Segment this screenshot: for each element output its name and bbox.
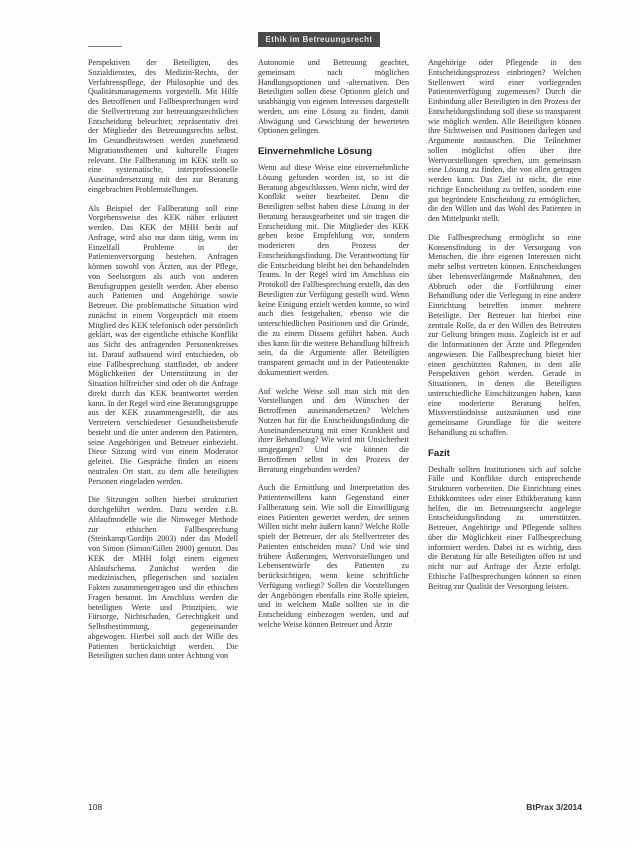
section-label: Ethik im Betreuungsrecht <box>258 32 380 47</box>
paragraph: Auch die Ermittlung und Interpretation des Patientenwillens kann Gegenstand einer Fallberatung sein. Wie soll die Einwilligung eines Patienten gewertet werden, der seinen Willen nicht mehr äußern kann? Welche Rolle spielt der Betreuer, der als Stellvertreter des Patienten entscheiden muss? Und wie sind frühere Äußerungen, Wertvorstellungen und Lebensentwürfe des Patienten zu berücksichtigen, wenn keine schriftliche Verfügung vorliegt? Sollen die Vorstellungen der Angehörigen ebenfalls eine Rolle spielen, und in welchem Maße sollten sie in die Entscheidung einbezogen werden, und auf welche Weise können Betreuer und Ärzte <box>258 483 409 629</box>
paragraph: Die Fallbesprechung ermöglicht so eine Konsensfindung in der Versorgung von Menschen, die ihre eigenen Interessen nicht mehr selbst vertreten können. Entscheidungen über lebensverlängernde Maßnahmen, den Abbruch oder die Fortführung einer Behandlung oder die Verlegung in eine andere Einrichtung betreffen immer mehrere Beteiligte. Der Betreuer hat hierbei eine zentrale Rolle, da er den Willen des Betreuten zur Geltung bringen muss. Zugleich ist er auf die Informationen der Ärzte und Pflegenden angewiesen. Die Fallbesprechung bietet hier einen geschützten Rahmen, in dem alle Perspektiven gehört werden. Gerade in Situationen, in denen die Beteiligten unterschiedliche Einschätzungen haben, kann eine moderierte Beratung helfen, Missverständnisse auszuräumen und eine gemeinsame Grundlage für die weitere Behandlung zu schaffen. <box>428 232 581 437</box>
paragraph: Wenn auf diese Weise eine einvernehmliche Lösung gefunden worden ist, so ist die Beratung abgeschlossen. Wenn nicht, wird der Konflikt weiter bearbeitet. Denn die Beteiligten selbst haben diese Lösung in der Beratung herausgearbeitet und sie tragen die Entscheidung mit. Die Mitglieder des KEK geben keine Empfehlung vor, sondern moderieren den Prozess der Entscheidungsfindung. Die Verantwortung für die Entscheidung bleibt bei den behandelnden Teams. In der Regel wird im Anschluss ein Protokoll der Fallbesprechung erstellt, das den Beteiligten zur Verfügung gestellt wird. Wenn keine Einigung erzielt werden konnte, so wird auch dies festgehalten, ebenso wie die unterschiedlichen Positionen und die Gründe, die zu einem Dissens geführt haben. Auch dies kann für die weitere Behandlung hilfreich sein, da die Argumente aller Beteiligten transparent gemacht und in der Patientenakte dokumentiert werden. <box>258 163 409 377</box>
paragraph: Auf welche Weise soll man sich mit den Vorstellungen und den Wünschen der Betroffenen auseinandersetzen? Welchen Nutzen hat für die Entscheidungsfindung die Auseinandersetzung mit einer Krankheit und ihrer Behandlung? Wie wird mit Unsicherheit umgegangen? Und wie können die Betroffenen selbst in den Prozess der Beratung eingebunden werden? <box>258 386 409 474</box>
paragraph: Angehörige oder Pflegende in den Entscheidungsprozess einbringen? Welchen Stellenwert wird einer vorliegenden Patientenverfügung zugemessen? Durch die Einbindung aller Beteiligten in den Prozess der Entscheidungsfindung soll diese so transparent wie möglich werden. Alle Beteiligten können ihre Sichtweisen und Positionen darlegen und Argumente austauschen. Die Teilnehmer sollen möglichst offen über ihre Wertvorstellungen sprechen, um gemeinsam eine Lösung zu finden, die von allen getragen werden kann. Das Ziel ist nicht, die eine richtige Entscheidung zu treffen, sondern eine gut begründete Entscheidung zu ermöglichen, die den Willen und das Wohl des Patienten in den Mittelpunkt stellt. <box>428 58 581 223</box>
left-column <box>88 58 238 758</box>
section-heading: Einvernehmliche Lösung <box>258 146 373 157</box>
paragraph: Die Sitzungen sollten hierbei strukturiert durchgeführt werden. Dazu werden z.B. Ablaufmodelle wie die Nimweger Methode zur ethischen Fallbesprechung (Steinkamp/Gordijn 2003) oder das Modell von Simon (Simon/Gillen 2000) genutzt. Das KEK der MHH folgt einem eigenen Ablaufschema. Zunächst werden die medizinischen, pflegerischen und sozialen Fakten zusammengetragen und die ethischen Fragen benannt. Im Anschluss werden die beteiligten Werte und Prinzipien, wie Fürsorge, Nichtschaden, Gerechtigkeit und Selbstbestimmung, gegeneinander abgewogen. Hierbei soll auch der Wille des Patienten berücksichtigt werden. Die Beteiligten suchen dann unter Achtung von <box>88 495 238 661</box>
section-heading: Fazit <box>428 447 450 459</box>
middle-column <box>258 58 409 758</box>
paragraph: Deshalb sollten Institutionen sich auf solche Fälle und Konflikte durch entsprechende Strukturen vorbereiten. Die Einrichtung eines Ethikkomitees oder einer Ethikberatung kann helfen, die im Betreuungsrecht angelegte Entscheidungsfindung zu unterstützen. Betreuer, Angehörige und Pflegende sollten über die Möglichkeit einer Fallbesprechung informiert werden. Dabei ist es wichtig, dass die Beratung für alle Beteiligten offen ist und nicht nur auf Anfrage der Ärzte erfolgt. Ethische Fallbesprechungen können so einen Beitrag zur Qualität der Versorgung leisten. <box>428 464 581 591</box>
page-number: 108 <box>88 802 103 812</box>
right-column <box>428 58 581 758</box>
journal-issue: BtPrax 3/2014 <box>526 802 582 812</box>
paragraph: Als Beispiel der Fallberatung soll eine Vorgehensweise des KEK näher erläutert werden. Das KEK der MHH berät auf Anfrage, wird also nur dann tätig, wenn im Einzelfall Probleme in der Patientenversorgung bestehen. Anfragen können sowohl von Ärzten, aus der Pflege, von Seelsorgern als auch von anderen Berufsgruppen gestellt werden. Aber ebenso auch Patienten und Angehörige sowie Betreuer. Die problematische Situation wird zunächst in einem Vorgespräch mit einem Mitglied des KEK telefonisch oder persönlich geklärt, was der eigentliche ethische Konflikt aus Sicht des anfragenden Personenkreises ist. Darauf aufbauend wird entschieden, ob eine Fallbesprechung stattfindet, ob andere Möglichkeiten der Unterstützung in der Situation hilfreicher sind oder ob die Anfrage direkt durch das KEK beantwortet werden kann. In der Regel wird eine Beratungsgruppe aus der KEK zusammengestellt, die aus Vertretern verschiedener Gesundheitsberufe besteht und die unter anderem den Patienten, seine Angehörigen und Betreuer einbezieht. Diese Sitzung wird von einem Moderator geleitet. Die Gespräche finden an einem neutralen Ort statt, zu dem alle beteiligten Personen eingeladen werden. <box>88 203 238 486</box>
top-left-rule <box>88 46 122 47</box>
paragraph: Perspektiven der Beteiligten, des Sozialdienstes, des Medizin-Rechts, der Verfahrenspflege, der Philosophie und des Qualitätsmanagements vorgestellt. Mit Hilfe des Betroffenen und Fallbesprechungen wird die Stellvertretung zur betreuungsrechtlichen Entscheidung beleuchtet; repräsentativ drei der Mitglieder des Betreuungsrechts selbst. Im Gesundheitswesen werden zunehmend Migrationsthemen und kulturelle Fragen relevant. Die Fallberatung im KEK stellt so eine systematische, interprofessionelle Auseinandersetzung mit den zur Beratung eingebrachten Problemstellungen. <box>88 58 238 194</box>
paragraph: Autonomie und Betreuung geachtet, gemeinsam nach möglichen Handlungsoptionen und -alternativen. Den Beteiligten sollen diese Optionen gleich und unabhängig von eigenen Interessen dargestellt werden, um eine Lösung zu finden, damit Abwägung und Gewichtung der bewerteten Optionen gelingen. <box>258 58 409 136</box>
